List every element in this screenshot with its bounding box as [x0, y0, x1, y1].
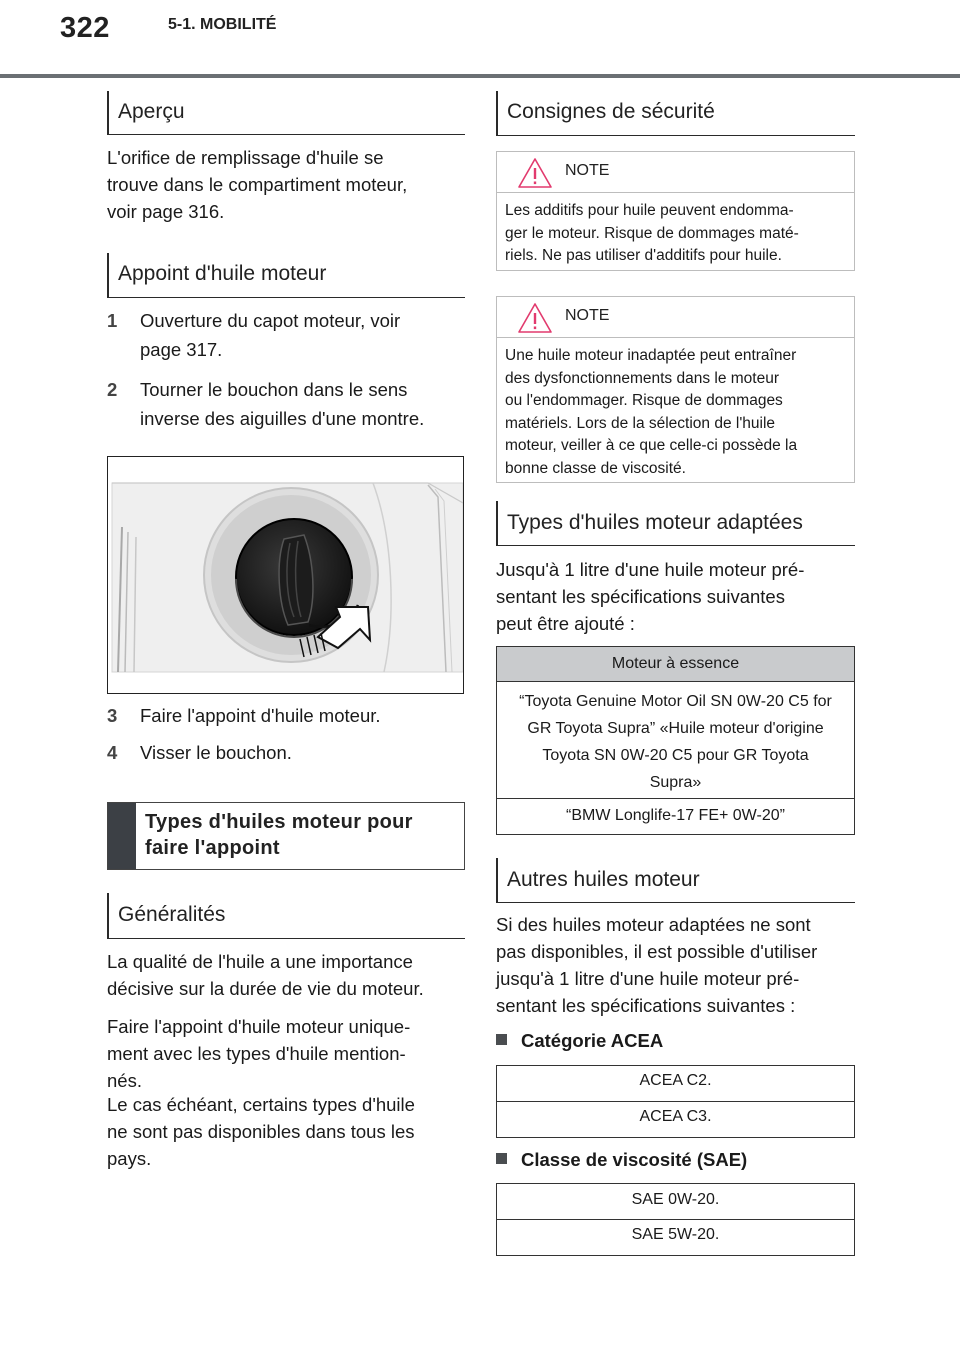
section-heading-autres: Autres huiles moteur: [496, 858, 855, 903]
apercu-text: [107, 144, 465, 225]
text-line: ger le moteur. Risque de dommages maté-: [505, 224, 799, 242]
note-body: [497, 193, 854, 276]
text-line: pays.: [107, 1148, 152, 1169]
page-number: 322: [60, 12, 110, 44]
text-line: Une huile moteur inadaptée peut entraîner: [505, 347, 797, 364]
step-text: [140, 738, 465, 767]
note-body: [497, 338, 854, 488]
text-line: La qualité de l'huile a une importance: [107, 951, 413, 972]
step-number: 2: [107, 379, 118, 400]
header-rule: [0, 74, 960, 78]
step-number: 1: [107, 310, 118, 331]
text-line: trouve dans le compartiment moteur,: [107, 174, 408, 195]
text-line: Faire l'appoint d'huile moteur.: [140, 705, 381, 726]
table-row: [497, 682, 854, 799]
text-line: peut être ajouté :: [496, 613, 635, 634]
note-box-1: [496, 151, 855, 271]
text-line: Si des huiles moteur adaptées ne sont: [496, 914, 811, 935]
text-line: ou l'endommager. Risque de dommages: [505, 392, 783, 409]
oil-cap-drawing: [108, 457, 464, 694]
step-number: 4: [107, 742, 118, 763]
bullet-label: Classe de viscosité (SAE): [521, 1149, 748, 1170]
text-line: des dysfonctionnements dans le moteur: [505, 369, 779, 387]
text-line: ment avec les types d'huile mention-: [107, 1043, 406, 1064]
table-row: ACEA C2.: [497, 1066, 854, 1102]
acea-table: [496, 1065, 855, 1138]
square-bullet-icon: [496, 1153, 507, 1164]
text-line: nés.: [107, 1070, 142, 1091]
text-line: Toyota SN 0W-20 C5 pour GR Toyota: [542, 747, 809, 764]
text-line: Faire l'appoint d'huile moteur unique-: [107, 1016, 411, 1037]
text-line: faire l'appoint: [145, 837, 280, 859]
text-line: matériels. Lors de la sélection de l'huile: [505, 414, 776, 432]
heading-text: [145, 809, 456, 861]
step-number: 3: [107, 705, 118, 726]
step-text: [140, 701, 465, 730]
acea-heading: [496, 1030, 855, 1052]
text-line: riels. Ne pas utiliser d'additifs pour huile.: [505, 247, 782, 264]
warning-triangle-icon: [517, 157, 553, 189]
section-heading-apercu: Aperçu: [107, 91, 465, 135]
text-line: Types d'huiles moteur pour: [145, 811, 413, 833]
bullet-label: Catégorie ACEA: [521, 1030, 664, 1051]
text-line: Supra»: [649, 774, 702, 791]
text-line: bonne classe de viscosité.: [505, 459, 686, 477]
note-box-2: [496, 296, 855, 483]
text-line: GR Toyota Supra” «Huile moteur d'origine: [527, 720, 824, 737]
note-header: [497, 297, 854, 338]
text-line: pas disponibles, il est possible d'utiliser: [496, 941, 818, 962]
autres-text: [496, 911, 855, 1019]
page-header: [0, 0, 960, 80]
section-heading-adaptees: Types d'huiles moteur adaptées: [496, 501, 855, 546]
section-heading-types-appoint: [107, 802, 465, 870]
table-row: SAE 5W-20.: [631, 1226, 720, 1243]
text-line: page 317.: [140, 339, 223, 360]
text-line: inverse des aiguilles d'une montre.: [140, 408, 425, 429]
generalites-p2: [107, 1013, 465, 1094]
text-line: jusqu'à 1 litre d'une huile moteur pré-: [496, 968, 800, 989]
sae-heading: [496, 1149, 855, 1171]
note-label: NOTE: [565, 307, 610, 324]
table-row: ACEA C3.: [639, 1108, 712, 1125]
generalites-p3: [107, 1091, 465, 1172]
text-line: sentant les spécifications suivantes :: [496, 995, 796, 1016]
text-line: voir page 316.: [107, 201, 225, 222]
section-heading-generalites: Généralités: [107, 893, 465, 939]
table-header: Moteur à essence: [497, 647, 854, 682]
oil-cap-illustration: [107, 456, 464, 694]
note-header: [497, 152, 854, 193]
text-line: “Toyota Genuine Motor Oil SN 0W-20 C5 for: [519, 693, 832, 710]
text-line: Le cas échéant, certains types d'huile: [107, 1094, 415, 1115]
text-line: Les additifs pour huile peuvent endomma-: [505, 202, 794, 219]
text-line: moteur, veiller à ce que celle-ci possède la: [505, 437, 798, 454]
text-line: sentant les spécifications suivantes: [496, 586, 785, 607]
essence-oil-table: [496, 646, 855, 835]
text-line: Visser le bouchon.: [140, 742, 292, 763]
text-line: Tourner le bouchon dans le sens: [140, 379, 408, 400]
text-line: décisive sur la durée de vie du moteur.: [107, 978, 424, 999]
text-line: Jusqu'à 1 litre d'une huile moteur pré-: [496, 559, 805, 580]
table-row: SAE 0W-20.: [497, 1184, 854, 1220]
step-text: [140, 375, 465, 433]
text-line: Ouverture du capot moteur, voir: [140, 310, 401, 331]
note-label: NOTE: [565, 162, 610, 179]
chapter-title: 5-1. MOBILITÉ: [168, 16, 277, 33]
section-heading-appoint: Appoint d'huile moteur: [107, 253, 465, 298]
text-line: L'orifice de remplissage d'huile se: [107, 147, 384, 168]
table-row: “BMW Longlife-17 FE+ 0W-20”: [566, 807, 785, 824]
heading-bar: [108, 803, 136, 869]
step-text: [140, 306, 465, 364]
adaptees-text: [496, 556, 855, 637]
generalites-p1: [107, 948, 465, 1002]
text-line: ne sont pas disponibles dans tous les: [107, 1121, 415, 1142]
sae-table: [496, 1183, 855, 1256]
section-heading-consignes: Consignes de sécurité: [496, 91, 855, 136]
warning-triangle-icon: [517, 302, 553, 334]
square-bullet-icon: [496, 1034, 507, 1045]
